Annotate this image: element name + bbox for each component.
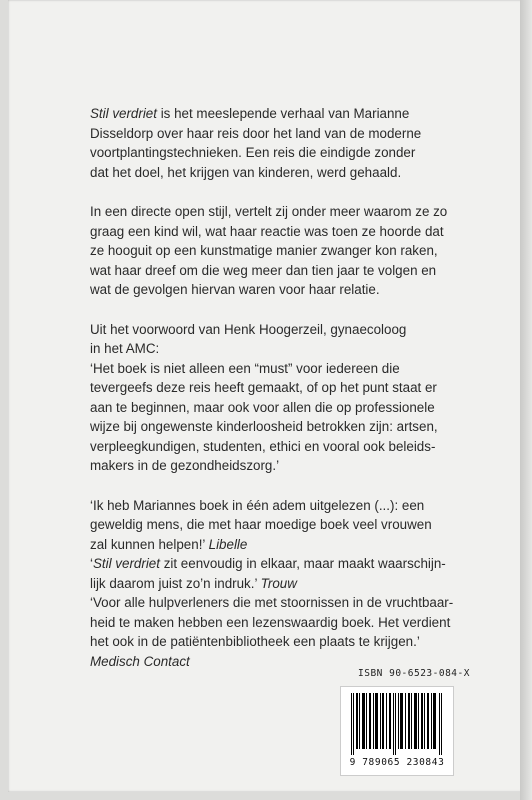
quote-line xyxy=(90,574,470,594)
foreword-line: Uit het voorwoord van Henk Hoogerzeil, gynaecoloog xyxy=(90,321,407,337)
quote-text: lijk daarom juist zo’n indruk.’ xyxy=(90,575,261,591)
press-quotes xyxy=(90,496,470,672)
barcode-number: 9 789065 230843 xyxy=(349,757,445,768)
quote-open-mark: ‘ xyxy=(90,556,93,571)
quote-line: geweldig mens, die met haar moedige boek veel vrouwen xyxy=(90,517,432,532)
quote-source-libelle: Libelle xyxy=(208,536,248,552)
quoted-book-title: Stil verdriet xyxy=(92,556,160,571)
book-back-cover xyxy=(8,0,524,792)
description-line: wat haar dreef om die weg meer dan tien jaar te volgen en xyxy=(90,262,437,278)
quote-line: heid te maken hebben een lezenswaardig boek. Het verdient xyxy=(90,614,451,630)
quote-line: ‘Ik heb Mariannes boek in één adem uitgelezen (...): een xyxy=(90,497,425,513)
page-edge xyxy=(520,0,532,800)
foreword-paragraph xyxy=(90,320,470,476)
quote-line: het ook in de patiëntenbibliotheek een plaats te krijgen.’ xyxy=(90,634,420,649)
intro-line: dat het doel, het krijgen van kinderen, werd gehaald. xyxy=(90,164,402,180)
isbn-barcode xyxy=(340,686,454,776)
foreword-line: wijze bij ongewenste kinderloosheid betrokken zijn: artsen, xyxy=(90,419,438,434)
quote-source-trouw: Trouw xyxy=(260,575,297,591)
description-line: In een directe open stijl, vertelt zij onder meer waarom ze zo xyxy=(90,204,448,219)
description-line: wat de gevolgen hiervan waren voor haar relatie. xyxy=(90,282,380,297)
quote-line xyxy=(90,554,470,574)
intro-line xyxy=(90,104,470,124)
foreword-line: tevergeefs deze reis heeft gemaakt, of op het punt staat er xyxy=(90,380,437,395)
quote-text: zit eenvoudig in elkaar, maar maakt waarschijn- xyxy=(159,556,446,571)
foreword-line: in het AMC: xyxy=(90,341,160,356)
intro-line: Disseldorp over haar reis door het land van de moderne xyxy=(90,125,422,141)
quote-line xyxy=(90,535,470,555)
quote-line: ‘Voor alle hulpverleners die met stoornissen in de vruchtbaar- xyxy=(90,595,454,610)
foreword-line: makers in de gezondheidszorg.’ xyxy=(90,458,280,473)
description-line: ze hooguit op een kunstmatige manier zwanger kon raken, xyxy=(90,243,438,258)
foreword-line: ‘Het boek is niet alleen een “must” voor iedereen die xyxy=(90,360,400,376)
intro-line: voortplantingstechnieken. Een reis die eindigde zonder xyxy=(90,145,416,160)
description-line: graag een kind wil, wat haar reactie was toen ze hoorde dat xyxy=(90,223,444,239)
intro-paragraph xyxy=(90,104,470,182)
barcode-icon xyxy=(349,693,445,755)
isbn-label: ISBN 90-6523-084-X xyxy=(358,668,470,679)
blurb-text xyxy=(90,104,470,691)
foreword-line: verpleegkundigen, studenten, ethici en vooral ook beleids- xyxy=(90,438,436,454)
quote-source-medisch-contact: Medisch Contact xyxy=(90,653,190,669)
book-title: Stil verdriet xyxy=(90,106,157,121)
intro-line-text: is het meeslepende verhaal van Marianne xyxy=(156,106,410,121)
quote-text: zal kunnen helpen!’ xyxy=(90,536,209,552)
description-paragraph xyxy=(90,202,470,300)
foreword-line: aan te beginnen, maar ook voor allen die op professionele xyxy=(90,399,435,415)
